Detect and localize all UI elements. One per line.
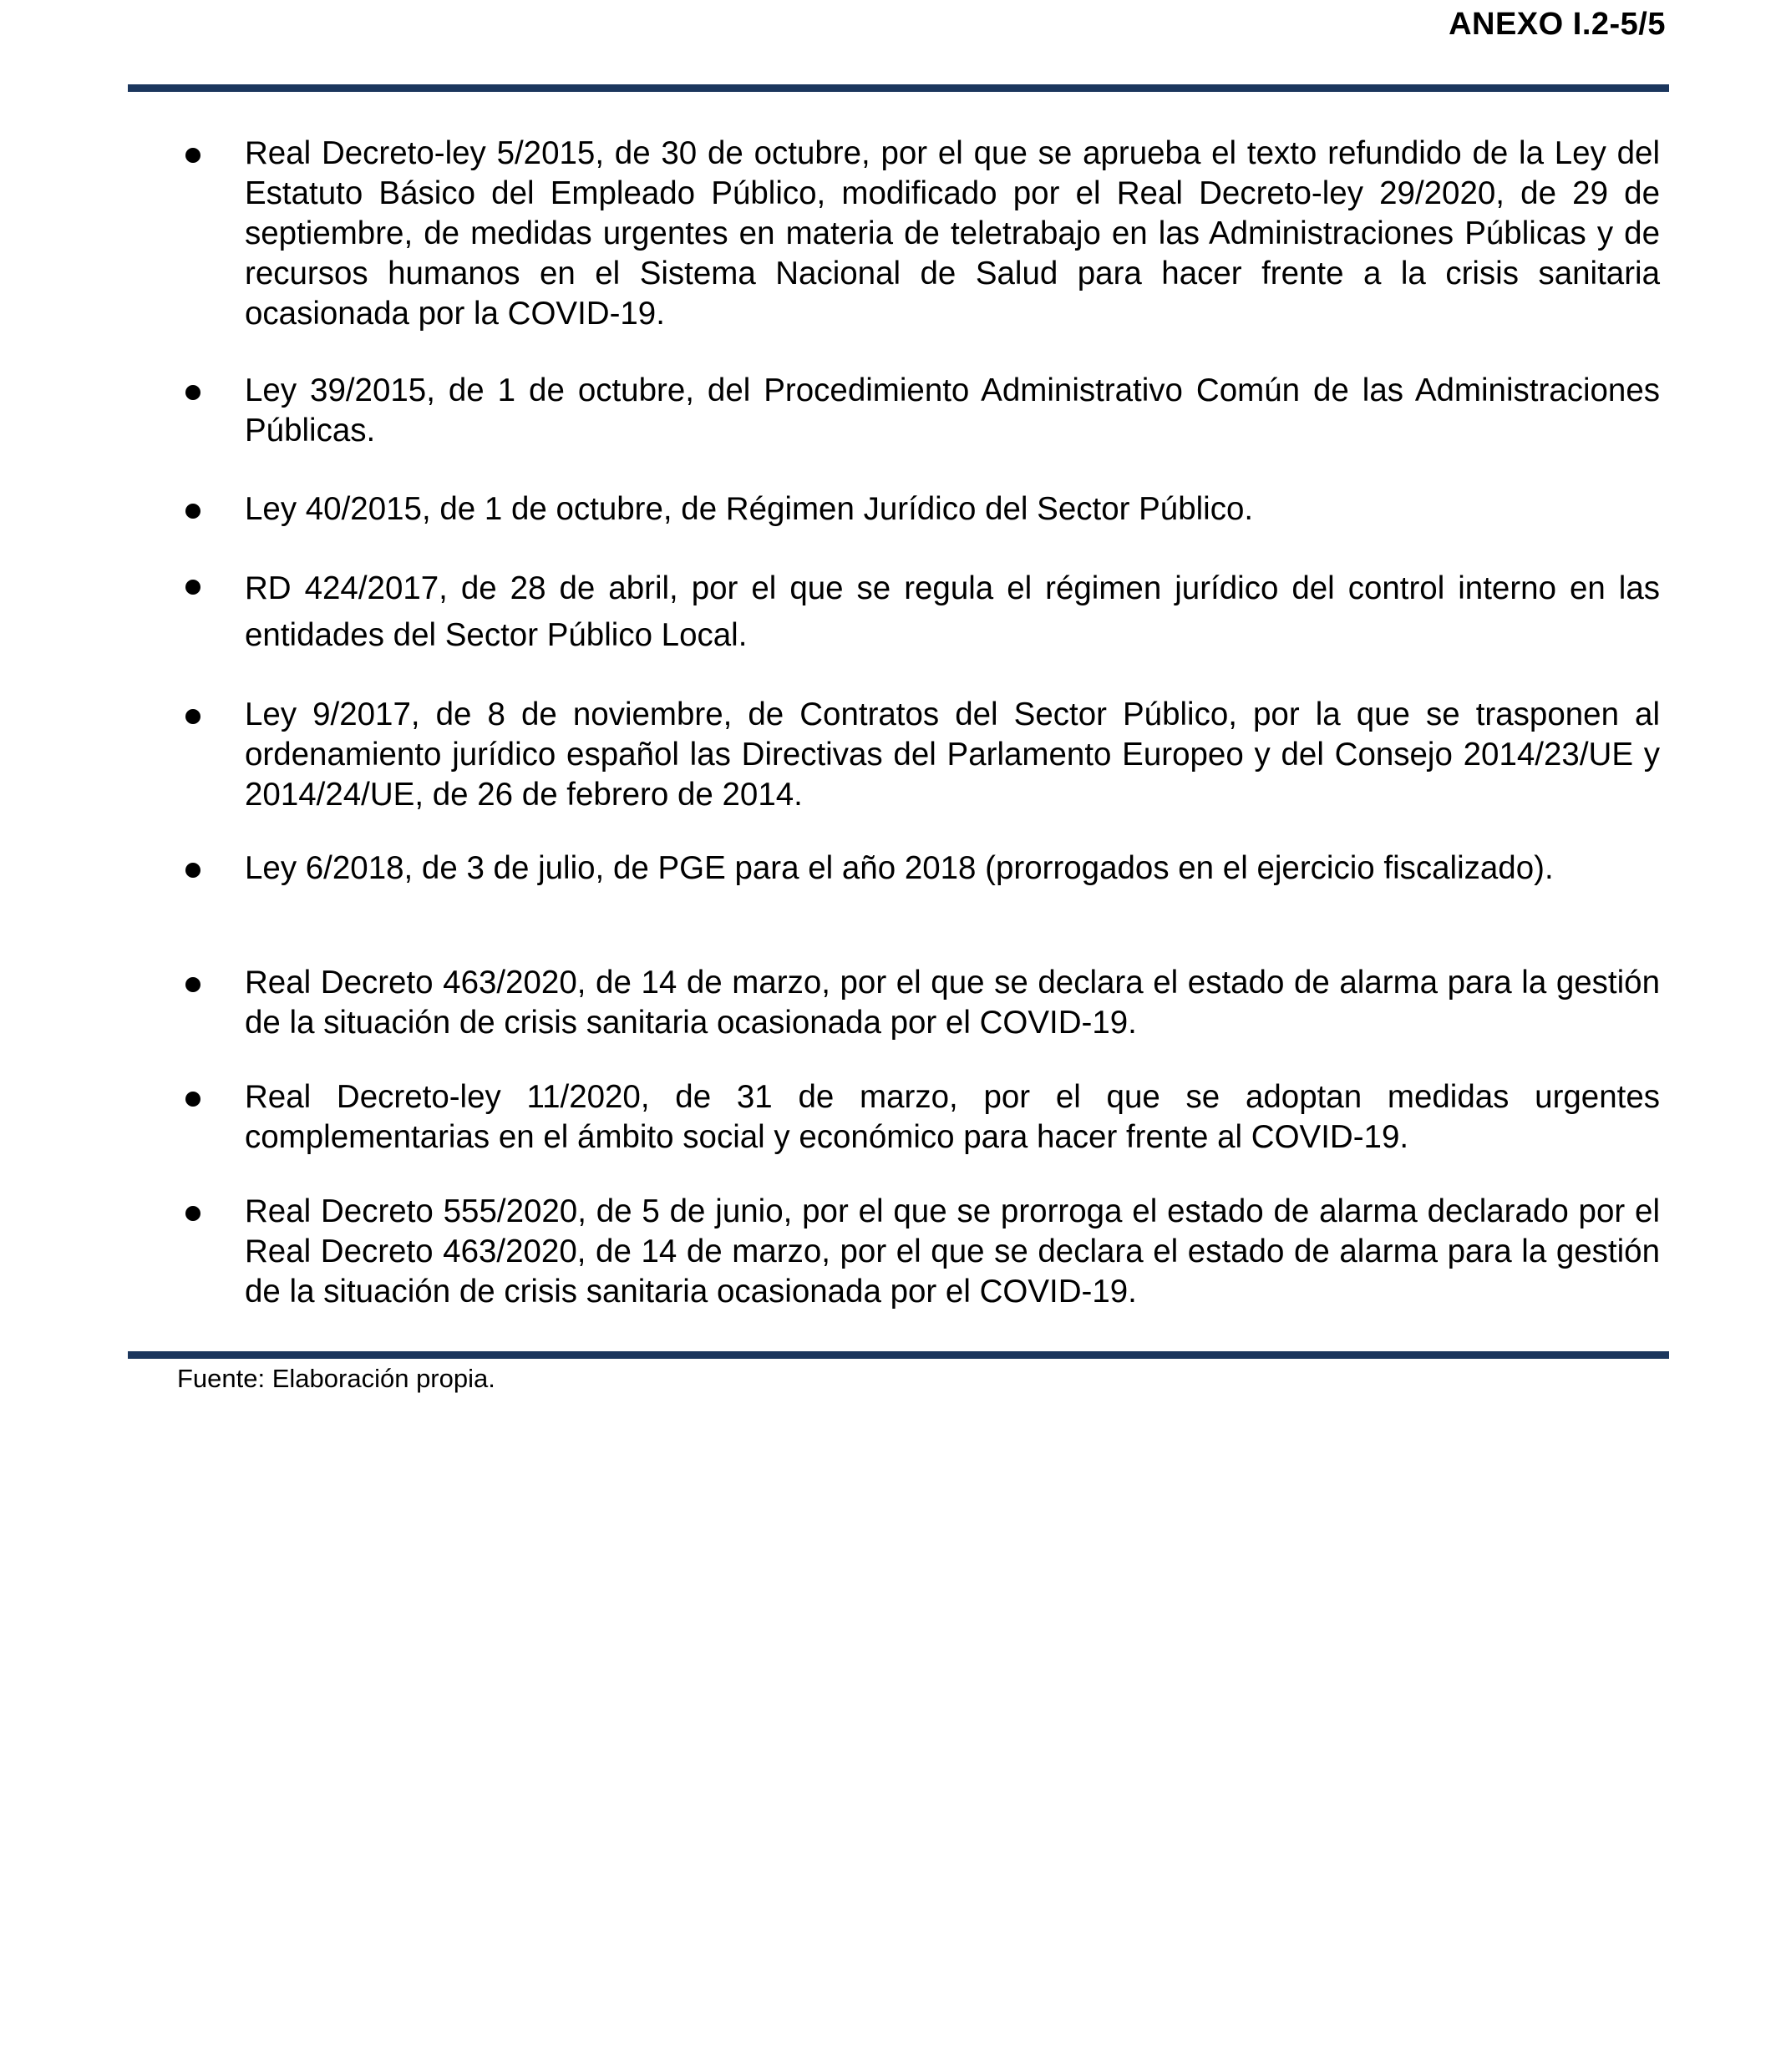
list-item: Real Decreto-ley 5/2015, de 30 de octubre, por el que se aprueba el texto refundido de la Ley del Estatuto Básico del Empleado Público, modificado por el Real Decreto-ley 29/2020, de 29 de septiembre, de medidas urgentes en materia de teletrabajo en las Administraciones Públicas y de recursos humanos en el Sistema Nacional de Salud para hacer frente a la crisis sanitaria ocasionada por la COVID-19. [245,135,1660,332]
top-divider [128,84,1669,92]
bullet-icon [185,1092,200,1107]
bullet-icon [185,709,200,724]
annex-code: ANEXO I.2-5/5 [1449,7,1666,42]
list-item: Ley 39/2015, de 1 de octubre, del Procedimiento Administrativo Común de las Administraciones Públicas. [245,372,1660,448]
bullet-icon [185,977,200,992]
bottom-divider [128,1351,1669,1359]
bullet-icon [185,504,200,519]
list-item: Ley 6/2018, de 3 de julio, de PGE para el año 2018 (prorrogados en el ejercicio fiscalizado). [245,850,1554,886]
bullet-icon [185,580,200,595]
list-item: Real Decreto 555/2020, de 5 de junio, por el que se prorroga el estado de alarma declarado por el Real Decreto 463/2020, de 14 de marzo, por el que se declara el estado de alarma para la gestión de la situación de crisis sanitaria ocasionada por el COVID-19. [245,1193,1660,1310]
list-item: Real Decreto 463/2020, de 14 de marzo, por el que se declara el estado de alarma para la gestión de la situación de crisis sanitaria ocasionada por el COVID-19. [245,965,1660,1041]
bullet-icon [185,385,200,400]
list-item: Ley 9/2017, de 8 de noviembre, de Contratos del Sector Público, por la que se trasponen al ordenamiento jurídico español las Directivas del Parlamento Europeo y del Consejo 2014/23/UE y 2014/24/UE, de 26 de febrero de 2014. [245,697,1660,813]
list-item: Ley 40/2015, de 1 de octubre, de Régimen Jurídico del Sector Público. [245,491,1254,527]
source-note: Fuente: Elaboración propia. [177,1364,495,1393]
bullet-icon [185,148,200,163]
list-item: RD 424/2017, de 28 de abril, por el que se regula el régimen jurídico del control interno en las entidades del Sector Público Local. [245,570,1660,653]
bullet-icon [185,1206,200,1221]
bullet-icon [185,863,200,878]
list-item: Real Decreto-ley 11/2020, de 31 de marzo, por el que se adoptan medidas urgentes complementarias en el ámbito social y económico para hacer frente al COVID-19. [245,1079,1660,1155]
